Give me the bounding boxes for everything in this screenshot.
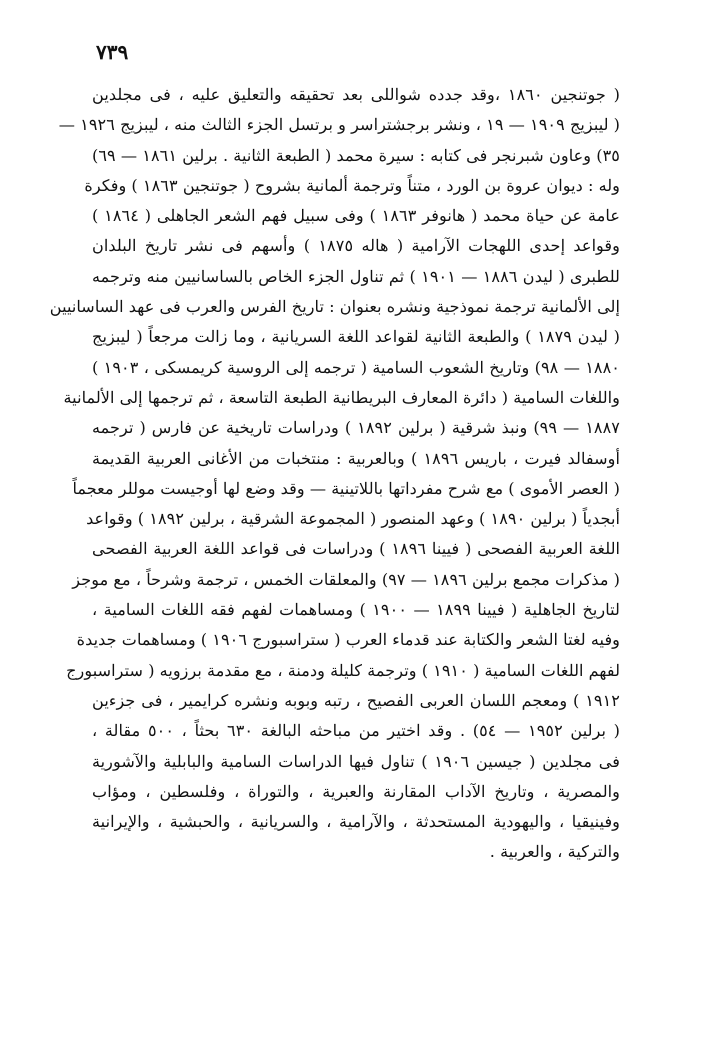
text-line: لفهم اللغات السامية ( ١٩١٠ ) وترجمة كليلة ودمنة ، مع مقدمة برزويه ( ستراسبورج xyxy=(66,660,620,680)
text-line: ١٩١٢ ) ومعجم اللسان العربى الفصيح ، رتبه وبوبه ونشره كرايمير ، فى جزءين xyxy=(92,690,620,710)
text-line: والمصرية ، وتاريخ الآداب المقارنة والعبرية ، والتوراة ، وفلسطين ، ومؤاب xyxy=(92,781,620,801)
text-line: ( برلين ١٩٥٢ — ٥٤) . وقد اختير من مباحثه البالغة ٦٣٠ بحثاً ، ٥٠٠ مقالة ، xyxy=(92,721,620,741)
text-line: والتركية ، والعربية . xyxy=(489,842,620,862)
text-line: ( جوتنجين ١٨٦٠ ،وقد جدده شواللى بعد تحقيقه والتعليق عليه ، فى مجلدين xyxy=(92,85,620,104)
text-line: ١٨٨٧ — ٩٩) ونبذ شرقية ( برلين ١٨٩٢ ) ودراسات تاريخية عن فارس ( ترجمه xyxy=(92,418,620,438)
text-line: فى مجلدين ( جيسين ١٩٠٦ ) تناول فيها الدراسات السامية والبابلية والآشورية xyxy=(92,751,620,771)
text-line: للطبرى ( ليدن ١٨٨٦ — ١٩٠١ ) ثم تناول الجزء الخاص بالساسانيين منه وترجمه xyxy=(92,266,620,286)
text-line: ( ليبزيج ١٩٠٩ — ١٩ ، ونشر برجشتراسر و برتسل الجزء الثالث منه ، ليبزيج ١٩٢٦ — xyxy=(58,115,620,135)
text-line: ١٨٨٠ — ٩٨) وتاريخ الشعوب السامية ( ترجمه إلى الروسية كريمسكى ، ١٩٠٣ ) xyxy=(92,357,620,377)
text-line: لتاريخ الجاهلية ( فيينا ١٨٩٩ — ١٩٠٠ ) ومساهمات لفهم فقه اللغات السامية ، xyxy=(92,600,620,620)
text-line: ٣٥) وعاون شبرنجر فى كتابه : سيرة محمد ( الطبعة الثانية . برلين ١٨٦١ — ٦٩) xyxy=(92,145,620,165)
text-line: وقواعد إحدى اللهجات الآرامية ( هاله ١٨٧٥ ) وأسهم فى نشر تاريخ البلدان xyxy=(92,236,620,256)
text-line: عامة عن حياة محمد ( هانوفر ١٨٦٣ ) وفى سبيل فهم الشعر الجاهلى ( ١٨٦٤ ) xyxy=(92,206,620,226)
page-number: ٧٣٩ xyxy=(96,40,129,64)
text-line: وفيه لغتا الشعر والكتابة عند قدماء العرب ( ستراسبورج ١٩٠٦ ) ومساهمات جديدة xyxy=(76,630,620,650)
text-line: اللغة العربية الفصحى ( فيينا ١٨٩٦ ) ودراسات فى قواعد اللغة العربية الفصحى xyxy=(92,539,620,559)
text-line: إلى الألمانية ترجمة نموذجية ونشره بعنوان : تاريخ الفرس والعرب فى عهد الساسانيين xyxy=(49,297,620,317)
body-text xyxy=(49,80,620,868)
text-line: أبجدياً ( برلين ١٨٩٠ ) وعهد المنصور ( المجموعة الشرقية ، برلين ١٨٩٢ ) وقواعد xyxy=(86,509,620,529)
text-line: أوسفالد فيرت ، باريس ١٨٩٦ ) وبالعربية : منتخبات من الأغانى العربية القديمة xyxy=(92,448,620,468)
text-line: ( مذكرات مجمع برلين ١٨٩٦ — ٩٧) والمعلقات الخمس ، ترجمة وشرحاً ، مع موجز xyxy=(72,569,620,589)
text-line: ( ليدن ١٨٧٩ ) والطبعة الثانية لقواعد اللغة السريانية ، وما زالت مرجعاً ( ليبزيج xyxy=(92,327,620,347)
text-line: وله : ديوان عروة بن الورد ، متناً وترجمة ألمانية بشروح ( جوتنجين ١٨٦٣ ) وفكرة xyxy=(84,175,620,195)
text-line: ( العصر الأموى ) مع شرح مفرداتها باللاتينية — وقد وضع لها أوجيست موللر معجماً xyxy=(72,478,620,498)
text-line: وفينيقيا ، واليهودية المستحدثة ، والآرامية ، والسريانية ، والحبشية ، والإيرانية xyxy=(92,812,620,832)
text-line: واللغات السامية ( دائرة المعارف البريطانية الطبعة التاسعة ، ثم ترجمها إلى الألمانية xyxy=(63,387,620,407)
